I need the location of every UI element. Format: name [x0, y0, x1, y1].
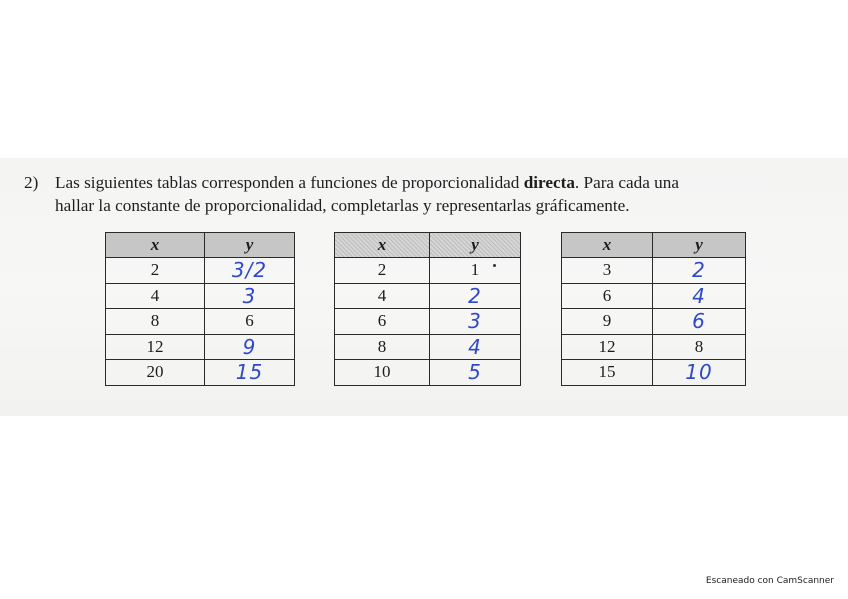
scanner-watermark: Escaneado con CamScanner	[705, 576, 834, 586]
cell-y-handwritten: 4	[430, 334, 521, 360]
table-row	[106, 283, 295, 309]
cell-y-handwritten: 3	[430, 309, 521, 335]
exercise-number: 2)	[24, 173, 39, 192]
table-row	[335, 309, 521, 335]
header-y: y	[205, 233, 295, 258]
cell-y: 8	[653, 334, 746, 360]
statement-bold-word: directa	[523, 173, 575, 192]
cell-x: 15	[562, 360, 653, 386]
statement-line-1	[55, 171, 679, 194]
table-row	[106, 258, 295, 284]
statement-line-2: hallar la constante de proporcionalidad, completarlas y representarlas gráficamente.	[55, 196, 630, 215]
table-header-row	[106, 233, 295, 258]
cell-x: 12	[106, 334, 205, 360]
cell-x: 8	[335, 334, 430, 360]
cell-x: 2	[106, 258, 205, 284]
header-x: x	[562, 233, 653, 258]
statement-text: Las siguientes tablas corresponden a funciones de proporcionalidad	[55, 173, 520, 192]
table-row	[562, 334, 746, 360]
cell-x: 12	[562, 334, 653, 360]
statement-text-end: . Para cada una	[574, 173, 679, 192]
cell-y-handwritten: 6	[653, 309, 746, 335]
table-row	[106, 309, 295, 335]
table-header-row	[562, 233, 746, 258]
cell-x: 20	[106, 360, 205, 386]
table-row	[106, 360, 295, 386]
proportion-table-1	[105, 232, 295, 386]
cell-x: 3	[562, 258, 653, 284]
header-x: x	[335, 233, 430, 258]
header-y: y	[653, 233, 746, 258]
table-row	[562, 258, 746, 284]
table-row	[562, 360, 746, 386]
cell-y-handwritten: 15	[205, 360, 295, 386]
header-y: y	[430, 233, 521, 258]
table-row	[335, 283, 521, 309]
table-row	[335, 334, 521, 360]
cell-y-handwritten: 10	[653, 360, 746, 386]
cell-y-handwritten: 5	[430, 360, 521, 386]
cell-y: 6	[205, 309, 295, 335]
cell-y-handwritten: 4	[653, 283, 746, 309]
cell-x: 4	[335, 283, 430, 309]
table-row	[335, 360, 521, 386]
table-header-row	[335, 233, 521, 258]
table-row	[335, 258, 521, 284]
cell-y: 1	[430, 258, 521, 284]
proportion-table-3	[561, 232, 746, 386]
cell-y-handwritten: 3/2	[205, 258, 295, 284]
table-row	[106, 334, 295, 360]
table-row	[562, 283, 746, 309]
cell-y-handwritten: 9	[205, 334, 295, 360]
header-x: x	[106, 233, 205, 258]
cell-y-handwritten: 3	[205, 283, 295, 309]
cell-x: 4	[106, 283, 205, 309]
cell-x: 10	[335, 360, 430, 386]
cell-x: 6	[562, 283, 653, 309]
cell-x: 9	[562, 309, 653, 335]
cell-y-handwritten: 2	[430, 283, 521, 309]
cell-x: 2	[335, 258, 430, 284]
cell-x: 8	[106, 309, 205, 335]
proportion-table-2	[334, 232, 521, 386]
cell-y-handwritten: 2	[653, 258, 746, 284]
cell-x: 6	[335, 309, 430, 335]
stray-pen-dot	[493, 264, 496, 267]
table-row	[562, 309, 746, 335]
